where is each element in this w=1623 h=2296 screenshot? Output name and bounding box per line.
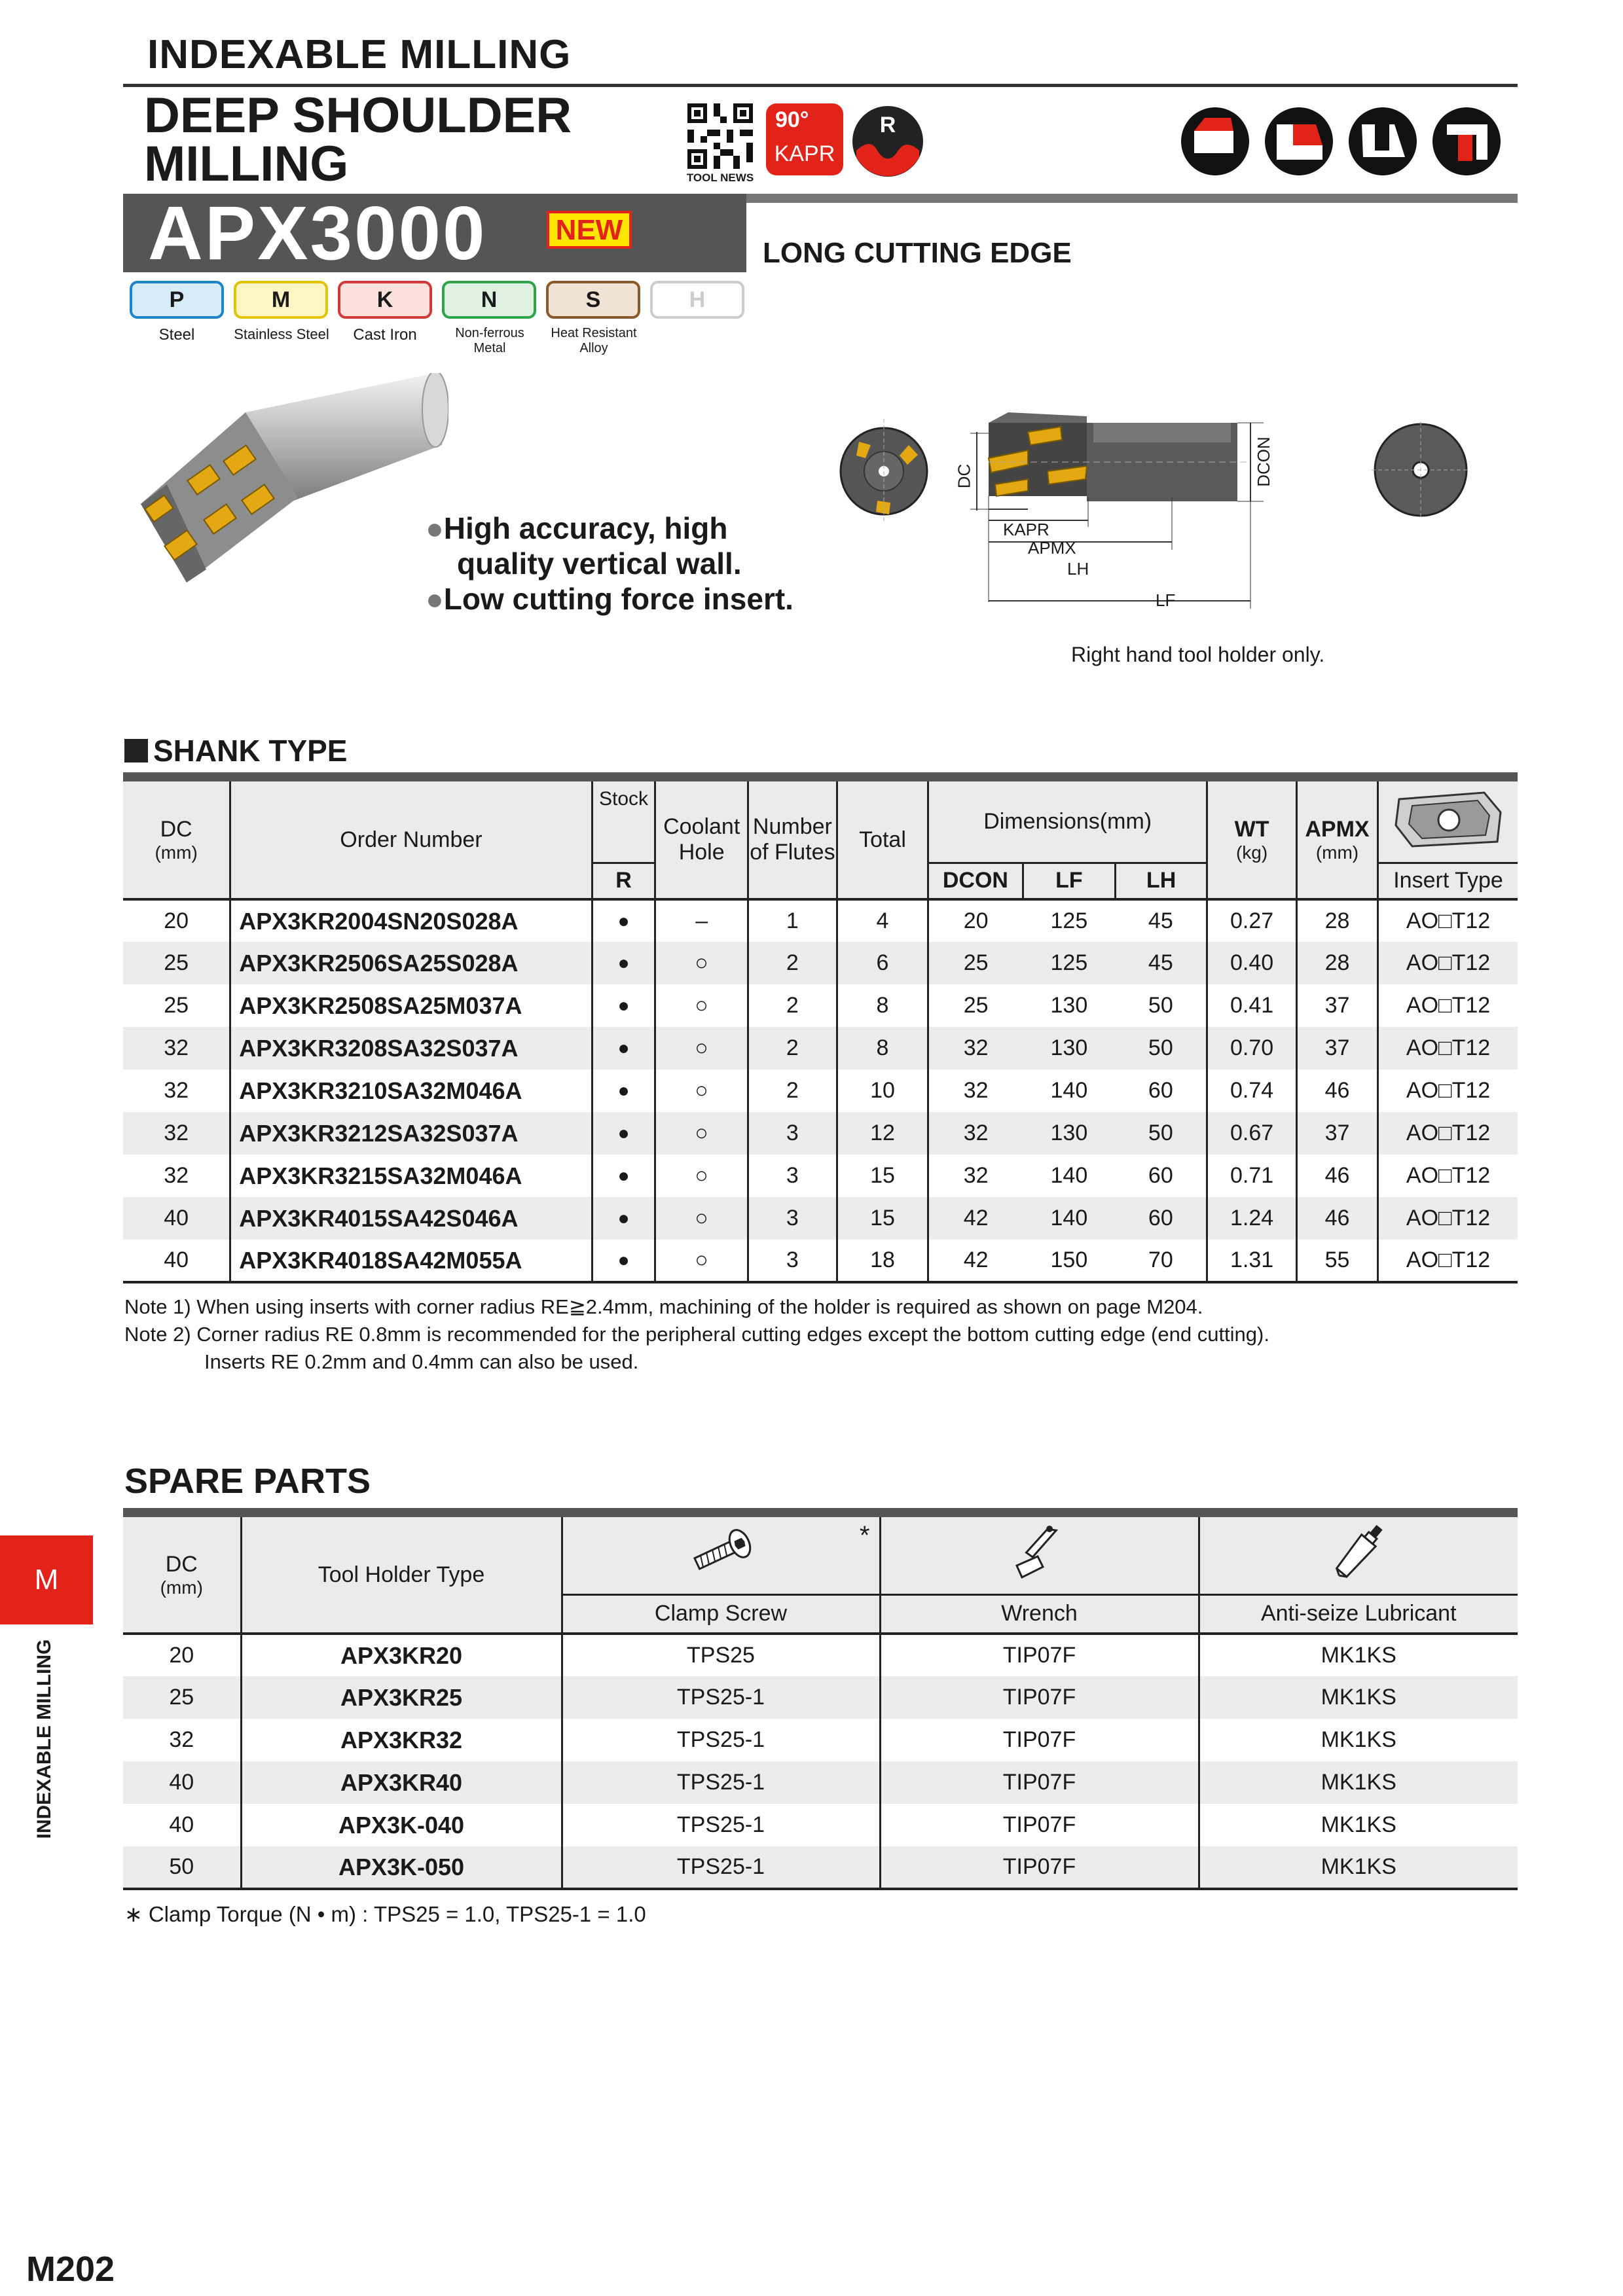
shank-cell-lf: 140 (1050, 1078, 1088, 1103)
face-milling-icon (1181, 107, 1249, 175)
note-2: Note 2) Corner radius RE 0.8mm is recommended for the peripheral cutting edges except the bottom cutting edge (end cutting). (124, 1323, 1269, 1346)
feature-1-cont: quality vertical wall. (457, 547, 742, 581)
shank-row (123, 942, 1518, 984)
shank-cell-dc: 40 (123, 1240, 230, 1282)
material-h[interactable]: H (650, 281, 744, 319)
shank-cell-dc: 32 (123, 1027, 230, 1069)
th-flutes: Number of Flutes (748, 781, 837, 899)
material-p[interactable]: P (130, 281, 224, 319)
material-caption-n: Non-ferrous Metal (455, 326, 524, 355)
shank-cell-order: APX3KR3210SA32M046A (230, 1069, 592, 1112)
dim-label-apmx: APMX (1028, 538, 1076, 558)
shank-cell-dc: 32 (123, 1069, 230, 1112)
header-rule (123, 84, 1518, 87)
spare-cell-dc: 20 (123, 1634, 241, 1676)
page-number: M202 (26, 2250, 115, 2289)
clamp-star: * (859, 1521, 870, 1550)
shank-cell-flutes: 1 (748, 899, 837, 942)
spare-cell-lube: MK1KS (1321, 1812, 1396, 1837)
shank-cell-order: APX3KR3208SA32S037A (230, 1027, 592, 1069)
shank-cell-dcon: 32 (963, 1121, 989, 1145)
spare-cell-clamp: TPS25-1 (562, 1676, 880, 1719)
material-n[interactable]: N (442, 281, 536, 319)
shank-cell-coolant: ○ (655, 984, 748, 1027)
shank-row (123, 1027, 1518, 1069)
wrench-icon (1004, 1520, 1076, 1585)
shank-cell-flutes: 3 (748, 1240, 837, 1282)
shank-cell-dc: 25 (123, 942, 230, 984)
kapr-label: KAPR (774, 141, 835, 166)
shank-cell-order: APX3KR4018SA42M055A (230, 1240, 592, 1282)
shank-cell-total: 10 (837, 1069, 928, 1112)
shank-cell-lh: 60 (1115, 1197, 1207, 1240)
clamp-torque-note: ∗ Clamp Torque (N • m) : TPS25 = 1.0, TPS25-1 = 1.0 (124, 1902, 646, 1926)
spare-row (123, 1846, 1518, 1889)
shank-cell-lf: 125 (1050, 950, 1088, 975)
product-name: APX3000 (148, 190, 487, 276)
shank-cell-lh: 70 (1115, 1240, 1207, 1282)
tagline: LONG CUTTING EDGE (763, 237, 1072, 269)
front-view (841, 419, 927, 524)
shank-cell-stock: ● (592, 942, 655, 984)
shank-cell-stock: ● (592, 1112, 655, 1155)
lubricant-tube-icon (1319, 1520, 1398, 1585)
shank-cell-stock: ● (592, 1155, 655, 1197)
shank-cell-dc: 25 (123, 984, 230, 1027)
subtitle (144, 88, 572, 192)
shank-section-title: SHANK TYPE (124, 733, 347, 768)
shank-cell-insert: AO□T12 (1406, 1163, 1491, 1188)
shank-cell-lf: 130 (1050, 1121, 1088, 1145)
shank-cell-apmx: 46 (1296, 1197, 1377, 1240)
shank-cell-lh: 50 (1115, 984, 1207, 1027)
shank-cell-wt: 0.67 (1207, 1112, 1297, 1155)
shank-cell-apmx: 46 (1296, 1069, 1377, 1112)
shank-cell-apmx: 55 (1296, 1240, 1377, 1282)
subtitle-line-2: MILLING (144, 136, 349, 192)
shank-cell-insert: AO□T12 (1406, 1121, 1491, 1145)
shank-cell-apmx: 28 (1296, 899, 1377, 942)
dim-label-lf: LF (1156, 590, 1176, 610)
th-stock: Stock (592, 781, 655, 863)
material-caption-s: Heat Resistant Alloy (551, 326, 637, 355)
shank-cell-apmx: 37 (1296, 1027, 1377, 1069)
shank-cell-lf: 140 (1050, 1206, 1088, 1230)
shank-rule (123, 772, 1518, 781)
shank-cell-flutes: 2 (748, 984, 837, 1027)
shank-cell-dc: 20 (123, 899, 230, 942)
spare-row (123, 1634, 1518, 1676)
shank-cell-dcon: 32 (963, 1035, 989, 1060)
drawing-caption: Right hand tool holder only. (1071, 643, 1325, 666)
wrench-image (880, 1517, 1199, 1594)
spare-cell-clamp: TPS25-1 (562, 1846, 880, 1889)
kapr-badge (766, 103, 843, 175)
shank-row (123, 899, 1518, 942)
shank-cell-wt: 0.41 (1207, 984, 1297, 1027)
shank-cell-dcon: 32 (963, 1163, 989, 1188)
shank-cell-stock: ● (592, 1197, 655, 1240)
shank-cell-coolant: ○ (655, 1069, 748, 1112)
note-2-cont: Inserts RE 0.2mm and 0.4mm can also be used. (204, 1350, 639, 1373)
shank-cell-order: APX3KR2508SA25M037A (230, 984, 592, 1027)
shank-cell-lh: 60 (1115, 1155, 1207, 1197)
shank-row (123, 1112, 1518, 1155)
side-view (989, 412, 1250, 501)
shank-cell-coolant: ○ (655, 942, 748, 984)
th-lh: LH (1115, 863, 1207, 899)
spare-cell-dc: 40 (123, 1804, 241, 1846)
spare-cell-wrench: TIP07F (880, 1719, 1199, 1761)
th-dcon: DCON (928, 863, 1023, 899)
shank-cell-wt: 0.70 (1207, 1027, 1297, 1069)
shank-cell-dcon: 32 (963, 1078, 989, 1103)
shank-cell-flutes: 2 (748, 942, 837, 984)
material-caption-k: Cast Iron (353, 326, 417, 344)
shank-cell-total: 4 (837, 899, 928, 942)
tool-photo (128, 373, 448, 589)
shank-cell-lf: 125 (1050, 908, 1088, 933)
spare-row (123, 1719, 1518, 1761)
screw-icon (682, 1523, 760, 1582)
spare-cell-dc: 40 (123, 1761, 241, 1804)
shank-cell-dcon: 25 (963, 993, 989, 1018)
shank-cell-total: 8 (837, 984, 928, 1027)
shank-cell-order: APX3KR2004SN20S028A (230, 899, 592, 942)
shank-cell-total: 15 (837, 1197, 928, 1240)
tool-drawing (831, 393, 1499, 628)
material-m[interactable]: M (234, 281, 328, 319)
spare-cell-wrench: TIP07F (880, 1846, 1199, 1889)
shank-row (123, 984, 1518, 1027)
sp-th-wrench: Wrench (880, 1594, 1199, 1634)
spare-table (123, 1517, 1518, 1890)
shank-cell-flutes: 2 (748, 1069, 837, 1112)
qr-label: TOOL NEWS (686, 171, 754, 184)
th-stock-r: R (592, 863, 655, 899)
product-banner (123, 190, 746, 276)
sp-th-lube: Anti-seize Lubricant (1199, 1594, 1518, 1634)
shank-cell-insert: AO□T12 (1406, 1035, 1491, 1060)
th-dc: DC (mm) (123, 781, 230, 899)
th-apmx: APMX (mm) (1296, 781, 1377, 899)
shank-cell-stock: ● (592, 1069, 655, 1112)
spare-cell-dc: 32 (123, 1719, 241, 1761)
r-badge-label: R (879, 113, 896, 137)
shank-cell-total: 18 (837, 1240, 928, 1282)
shank-cell-flutes: 3 (748, 1197, 837, 1240)
spare-cell-lube: MK1KS (1321, 1727, 1396, 1752)
shank-cell-dc: 32 (123, 1112, 230, 1155)
shank-cell-coolant: ○ (655, 1027, 748, 1069)
spare-cell-holder: APX3KR25 (241, 1676, 562, 1719)
shank-cell-coolant: – (655, 899, 748, 942)
insert-image (1378, 781, 1518, 863)
spare-cell-lube: MK1KS (1321, 1643, 1396, 1668)
header-gray-rule (746, 194, 1518, 203)
qr-code-icon[interactable] (687, 103, 753, 169)
shank-cell-coolant: ○ (655, 1112, 748, 1155)
shank-cell-stock: ● (592, 984, 655, 1027)
th-coolant: Coolant Hole (655, 781, 748, 899)
shank-cell-wt: 0.40 (1207, 942, 1297, 984)
spare-cell-dc: 25 (123, 1676, 241, 1719)
dim-label-dcon: DCON (1253, 437, 1273, 487)
shank-cell-total: 15 (837, 1155, 928, 1197)
shank-cell-dcon: 42 (963, 1247, 989, 1272)
spare-cell-wrench: TIP07F (880, 1676, 1199, 1719)
shank-cell-insert: AO□T12 (1406, 1078, 1491, 1103)
spare-cell-lube: MK1KS (1321, 1854, 1396, 1879)
shank-cell-insert: AO□T12 (1406, 1206, 1491, 1230)
spare-rule (123, 1508, 1518, 1517)
shank-cell-flutes: 3 (748, 1112, 837, 1155)
category-title: INDEXABLE MILLING (147, 32, 572, 77)
shank-cell-dcon: 42 (963, 1206, 989, 1230)
shank-cell-apmx: 37 (1296, 984, 1377, 1027)
shank-row (123, 1155, 1518, 1197)
shank-cell-lh: 45 (1115, 942, 1207, 984)
shank-cell-lh: 50 (1115, 1027, 1207, 1069)
lubricant-image (1199, 1517, 1518, 1594)
th-dimensions: Dimensions(mm) (928, 781, 1207, 863)
subtitle-line-1: DEEP SHOULDER (144, 88, 572, 143)
shank-cell-lf: 150 (1050, 1247, 1088, 1272)
shank-cell-apmx: 28 (1296, 942, 1377, 984)
th-insert-type: Insert Type (1378, 863, 1518, 899)
shank-cell-wt: 1.24 (1207, 1197, 1297, 1240)
spare-cell-holder: APX3K-040 (241, 1804, 562, 1846)
shank-cell-order: APX3KR3215SA32M046A (230, 1155, 592, 1197)
dim-label-lh: LH (1067, 559, 1089, 579)
shank-row (123, 1240, 1518, 1282)
new-badge: NEW (547, 211, 632, 249)
dim-label-kapr: KAPR (1003, 520, 1049, 539)
feature-2: ●Low cutting force insert. (426, 582, 793, 616)
shank-cell-lf: 130 (1050, 1035, 1088, 1060)
spare-cell-clamp: TPS25 (562, 1634, 880, 1676)
deep-shoulder-icon (1432, 107, 1501, 175)
spare-row (123, 1804, 1518, 1846)
spare-cell-lube: MK1KS (1321, 1685, 1396, 1710)
shank-notes (124, 1293, 1519, 1376)
shank-cell-order: APX3KR4015SA42S046A (230, 1197, 592, 1240)
shank-cell-stock: ● (592, 1027, 655, 1069)
spare-cell-wrench: TIP07F (880, 1634, 1199, 1676)
shank-cell-insert: AO□T12 (1406, 908, 1491, 933)
shank-cell-insert: AO□T12 (1406, 950, 1491, 975)
shank-cell-insert: AO□T12 (1406, 1247, 1491, 1272)
material-k[interactable]: K (338, 281, 432, 319)
material-caption-m: Stainless Steel (234, 326, 329, 342)
spare-cell-wrench: TIP07F (880, 1761, 1199, 1804)
square-icon (124, 739, 148, 762)
spare-cell-clamp: TPS25-1 (562, 1761, 880, 1804)
material-caption-p: Steel (158, 326, 195, 344)
shank-cell-total: 12 (837, 1112, 928, 1155)
spare-section-title: SPARE PARTS (124, 1462, 371, 1501)
shank-cell-flutes: 2 (748, 1027, 837, 1069)
shank-cell-dcon: 25 (963, 950, 989, 975)
shank-cell-total: 8 (837, 1027, 928, 1069)
spare-cell-holder: APX3KR20 (241, 1634, 562, 1676)
spare-cell-holder: APX3KR40 (241, 1761, 562, 1804)
sp-th-holder: Tool Holder Type (241, 1517, 562, 1634)
shank-cell-lh: 50 (1115, 1112, 1207, 1155)
spare-row (123, 1761, 1518, 1804)
shank-cell-coolant: ○ (655, 1240, 748, 1282)
shank-cell-dcon: 20 (963, 908, 989, 933)
end-view (1372, 422, 1470, 518)
side-tab-m[interactable]: M (0, 1535, 93, 1624)
operation-icons (1178, 105, 1519, 178)
shank-cell-wt: 0.74 (1207, 1069, 1297, 1112)
sp-th-dc: DC (mm) (123, 1517, 241, 1634)
feature-1: ●High accuracy, high (426, 511, 728, 545)
spare-cell-holder: APX3K-050 (241, 1846, 562, 1889)
shank-cell-apmx: 46 (1296, 1155, 1377, 1197)
shank-cell-order: APX3KR3212SA32S037A (230, 1112, 592, 1155)
shank-cell-lf: 140 (1050, 1163, 1088, 1188)
shank-cell-stock: ● (592, 1240, 655, 1282)
note-1: Note 1) When using inserts with corner radius RE≧2.4mm, machining of the holder is required as shown on page M204. (124, 1295, 1203, 1318)
th-total: Total (837, 781, 928, 899)
feature-list (426, 511, 845, 617)
dim-label-dc: DC (954, 463, 974, 489)
material-s[interactable]: S (546, 281, 640, 319)
shank-cell-wt: 0.71 (1207, 1155, 1297, 1197)
spare-cell-dc: 50 (123, 1846, 241, 1889)
shank-cell-lf: 130 (1050, 993, 1088, 1018)
slotting-icon (1349, 107, 1417, 175)
spare-row (123, 1676, 1518, 1719)
spare-cell-holder: APX3KR32 (241, 1719, 562, 1761)
shank-cell-insert: AO□T12 (1406, 993, 1491, 1018)
shank-cell-order: APX3KR2506SA25S028A (230, 942, 592, 984)
shank-table (123, 781, 1518, 1283)
shank-cell-lh: 60 (1115, 1069, 1207, 1112)
corner-radius-badge (851, 105, 924, 178)
shank-row (123, 1069, 1518, 1112)
th-lf: LF (1023, 863, 1115, 899)
spare-cell-clamp: TPS25-1 (562, 1719, 880, 1761)
shoulder-milling-icon (1265, 107, 1333, 175)
shank-cell-dc: 32 (123, 1155, 230, 1197)
shank-cell-apmx: 37 (1296, 1112, 1377, 1155)
kapr-angle: 90° (775, 107, 809, 132)
shank-cell-coolant: ○ (655, 1155, 748, 1197)
shank-cell-wt: 1.31 (1207, 1240, 1297, 1282)
shank-cell-coolant: ○ (655, 1197, 748, 1240)
shank-cell-stock: ● (592, 899, 655, 942)
spare-cell-clamp: TPS25-1 (562, 1804, 880, 1846)
shank-cell-dc: 40 (123, 1197, 230, 1240)
spare-cell-lube: MK1KS (1321, 1770, 1396, 1795)
clamp-screw-image (562, 1517, 880, 1594)
shank-row (123, 1197, 1518, 1240)
th-order-number: Order Number (230, 781, 592, 899)
shank-cell-lh: 45 (1115, 899, 1207, 942)
shank-cell-flutes: 3 (748, 1155, 837, 1197)
side-tab-label: INDEXABLE MILLING (33, 1639, 55, 1839)
shank-cell-wt: 0.27 (1207, 899, 1297, 942)
sp-th-clamp: Clamp Screw (562, 1594, 880, 1634)
th-wt: WT (kg) (1207, 781, 1297, 899)
shank-cell-total: 6 (837, 942, 928, 984)
spare-cell-wrench: TIP07F (880, 1804, 1199, 1846)
insert-icon (1386, 786, 1510, 852)
